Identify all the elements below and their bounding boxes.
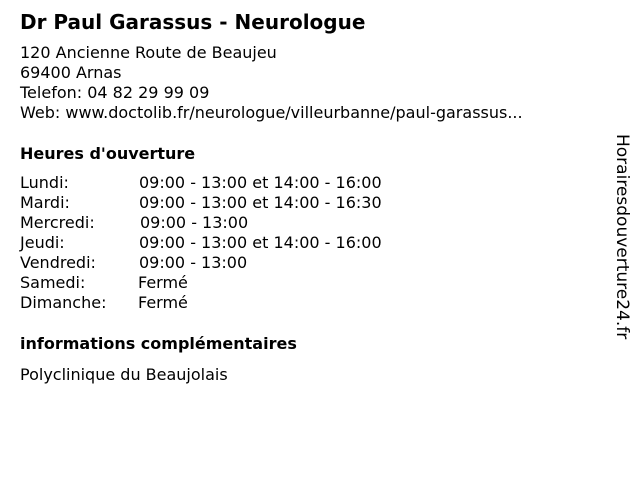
time-value: 09:00 - 13:00 xyxy=(139,253,248,272)
time-value: 09:00 - 13:00 et 14:00 - 16:00 xyxy=(139,173,382,192)
site-watermark: Horairesdouverture24.fr xyxy=(612,134,632,340)
day-label: Mercredi: xyxy=(20,213,95,232)
day-label: Jeudi: xyxy=(20,233,65,252)
phone-number[interactable]: Telefon: 04 82 29 99 09 xyxy=(20,83,210,102)
opening-hours-heading: Heures d'ouverture xyxy=(20,144,196,163)
address-block xyxy=(20,43,523,123)
website-link[interactable]: Web: www.doctolib.fr/neurologue/villeurbanne/paul-garassus... xyxy=(20,103,523,122)
time-value: 09:00 - 13:00 xyxy=(140,213,249,232)
street-address: 120 Ancienne Route de Beaujeu xyxy=(20,43,277,62)
day-label: Dimanche: xyxy=(20,293,107,312)
page-title: Dr Paul Garassus - Neurologue xyxy=(20,10,366,34)
time-value: Fermé xyxy=(138,293,188,312)
time-value: Fermé xyxy=(138,273,188,292)
additional-info-heading: informations complémentaires xyxy=(20,334,297,353)
city-postal: 69400 Arnas xyxy=(20,63,122,82)
additional-info-text: Polyclinique du Beaujolais xyxy=(20,365,228,384)
day-label: Lundi: xyxy=(20,173,69,192)
day-label: Vendredi: xyxy=(20,253,96,272)
time-value: 09:00 - 13:00 et 14:00 - 16:30 xyxy=(139,193,382,212)
day-label: Mardi: xyxy=(20,193,70,212)
day-label: Samedi: xyxy=(20,273,86,292)
time-value: 09:00 - 13:00 et 14:00 - 16:00 xyxy=(139,233,382,252)
